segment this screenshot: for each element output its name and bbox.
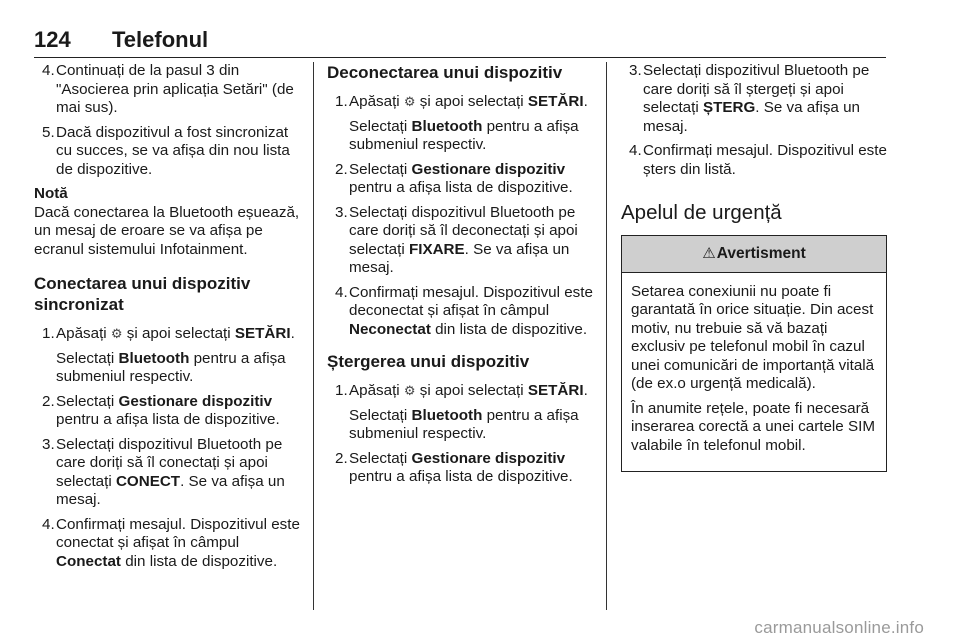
list-item: 5. Dacă dispozitivul a fost sincronizat cu succes, se va afișa din nou lista de dispozitive. xyxy=(42,123,290,178)
list-item: 3. Selectați dispozitivul Bluetooth pe care doriți să îl conectați și apoi selectați CONECT. Se va afișa un mesaj. xyxy=(42,435,285,508)
warning-box xyxy=(621,235,887,472)
warning-body xyxy=(622,273,886,472)
sub-step: Selectați Bluetooth pentru a afișa submeniul respectiv. xyxy=(349,117,579,153)
list-item: 4. Confirmați mesajul. Dispozitivul este șters din listă. xyxy=(629,142,887,178)
list-item: 4. Continuați de la pasul 3 din "Asocierea prin aplicația Setări" (de mai sus). xyxy=(42,62,294,116)
page-number: 124 xyxy=(34,27,71,52)
column-divider xyxy=(313,62,314,610)
list-item: 4. Confirmați mesajul. Dispozitivul este conectat și afișat în câmpul Conectat din lista de dispozitive. xyxy=(42,515,300,570)
column-divider xyxy=(606,62,607,610)
section-heading: Ștergerea unui dispozitiv xyxy=(327,352,530,371)
gear-icon: ⚙ xyxy=(403,94,416,109)
watermark: carmanualsonline.info xyxy=(754,618,924,637)
list-item: 2. Selectați Gestionare dispozitiv pentru a afișa lista de dispozitive. xyxy=(335,449,573,485)
column-2 xyxy=(327,62,595,493)
column-1 xyxy=(34,62,302,577)
list-item: 2. Selectați Gestionare dispozitiv pentru a afișa lista de dispozitive. xyxy=(42,392,280,428)
note-title: Notă xyxy=(34,185,68,202)
list-item: 2. Selectați Gestionare dispozitiv pentru a afișa lista de dispozitive. xyxy=(335,160,573,196)
warning-paragraph: În anumite rețele, poate fi necesară inserarea corectă a unei cartele SIM valabile în telefonul mobil. xyxy=(631,399,875,454)
sub-step: Selectați Bluetooth pentru a afișa submeniul respectiv. xyxy=(349,406,579,442)
section-heading: Conectarea unui dispozitiv sincronizat xyxy=(34,274,251,314)
gear-icon: ⚙ xyxy=(403,383,416,398)
section-title: Telefonul xyxy=(112,27,209,52)
list-item: 1. Apăsați ⚙ și apoi selectați SETĂRI. Selectați Bluetooth pentru a afișa submeniul respectiv. xyxy=(327,382,595,444)
column-3 xyxy=(621,62,887,472)
list-item: 3. Selectați dispozitivul Bluetooth pe care doriți să îl ștergeți și apoi selectați ȘTERG. Se va afișa un mesaj. xyxy=(629,62,870,135)
warning-header: ⚠Avertisment xyxy=(622,236,886,273)
section-heading: Apelul de urgență xyxy=(621,201,782,224)
warning-triangle-icon: ⚠ xyxy=(702,245,716,262)
list-item: 1. Apăsați ⚙ și apoi selectați SETĂRI. Selectați Bluetooth pentru a afișa submeniul respectiv. xyxy=(34,325,302,387)
page-header xyxy=(34,27,886,58)
list-item: 3. Selectați dispozitivul Bluetooth pe care doriți să îl deconectați și apoi selectați FIXARE. Se va afișa un mesaj. xyxy=(335,203,578,276)
section-heading: Deconectarea unui dispozitiv xyxy=(327,63,563,82)
note-body: Dacă conectarea la Bluetooth eșuează, un mesaj de eroare se va afișa pe ecranul sistemului Infotainment. xyxy=(34,203,300,258)
gear-icon: ⚙ xyxy=(110,326,123,341)
warning-paragraph: Setarea conexiunii nu poate fi garantată în orice situație. Din acest motiv, nu trebuie să vă bazați exclusiv pe telefonul mobil în cazul unei comunicări de importanță vitală (de ex.o urgență medicală). xyxy=(631,282,875,392)
list-item: 1. Apăsați ⚙ și apoi selectați SETĂRI. Selectați Bluetooth pentru a afișa submeniul respectiv. xyxy=(327,93,595,155)
list-item: 4. Confirmați mesajul. Dispozitivul este deconectat și afișat în câmpul Neconectat din lista de dispozitive. xyxy=(335,283,593,338)
sub-step: Selectați Bluetooth pentru a afișa submeniul respectiv. xyxy=(56,349,286,385)
